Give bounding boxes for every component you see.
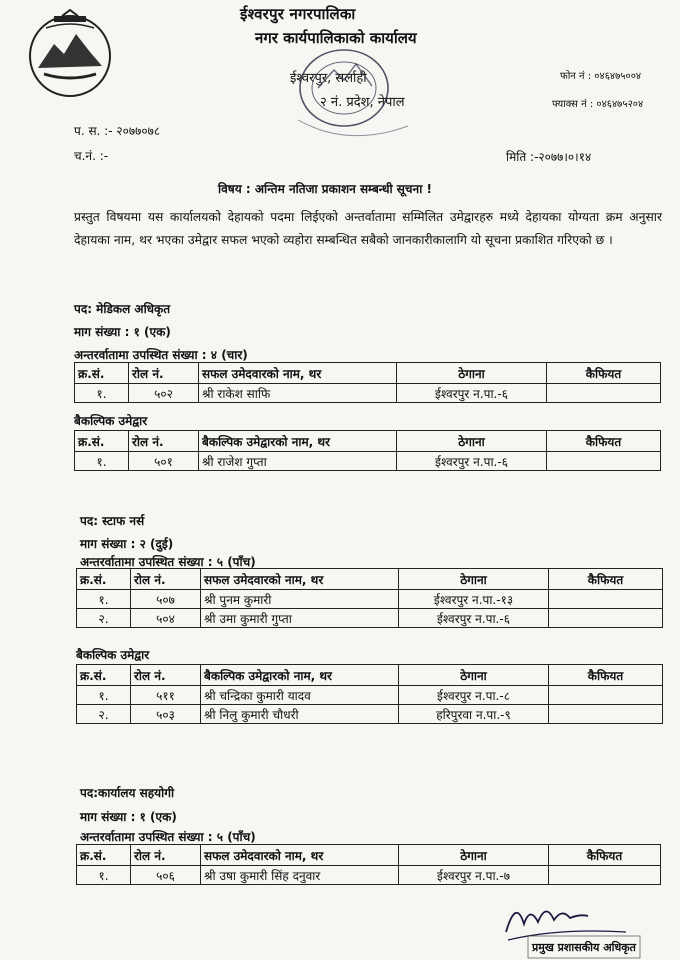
successful-candidates-table: [76, 844, 661, 885]
address-cell: ईश्वरपुर न.पा.-७: [399, 866, 549, 885]
attended-count: अन्तरर्वातामा उपस्थित संख्या : ४ (चार): [74, 348, 248, 362]
header-cell: ठेगाना: [399, 845, 549, 866]
table-row: [75, 384, 661, 403]
fax-number: फ्याक्स नं : ०४६४७५२०४: [552, 99, 644, 110]
remarks-cell: [547, 384, 661, 403]
table-row: [77, 705, 663, 724]
header-cell: कैफियत: [547, 363, 661, 384]
remarks-cell: [549, 686, 663, 705]
remarks-cell: [549, 590, 663, 609]
header-cell: ठेगाना: [399, 665, 549, 686]
roll-cell: ५०३: [131, 705, 201, 724]
address-cell: ईश्वरपुर न.पा.-१३: [399, 590, 549, 609]
letter-number: प. स. :- २०७७०७८: [74, 124, 161, 138]
dispatch-number: च.नं. :-: [74, 149, 109, 163]
serial-cell: १.: [77, 590, 131, 609]
notice-paragraph: प्रस्तुत विषयमा यस कार्यालयको देहायको पदमा लिईएको अन्तर्वातामा सम्मिलित उमेद्वारहरु मध्ये देहायका योग्यता क्रम अनुसार देहायका नाम, थर भएका उमेद्वार सफल भएको व्यहोरा सम्बन्धित सबैको जानकारीकालागि यो सूचना प्रकाशित गरिएको छ ।: [74, 210, 662, 247]
header-cell: क्र.सं.: [75, 431, 129, 452]
header-cell: सफल उमेदवारको नाम, थर: [201, 569, 399, 590]
header-cell: ठेगाना: [397, 363, 547, 384]
serial-cell: १.: [77, 686, 131, 705]
address-cell: ईश्वरपुर न.पा.-६: [397, 452, 547, 471]
header-cell: क्र.सं.: [77, 665, 131, 686]
header-cell: रोल नं.: [129, 363, 199, 384]
demand-count: माग संख्या : १ (एक): [74, 325, 171, 339]
successful-candidates-table: [74, 362, 661, 403]
serial-cell: २.: [77, 705, 131, 724]
table-row: [77, 590, 663, 609]
roll-cell: ५०६: [131, 866, 201, 885]
name-cell: श्री राकेश साफि: [199, 384, 397, 403]
signature-title: प्रमुख प्रशासकीय अधिकृत: [532, 941, 636, 954]
roll-cell: ५०४: [131, 609, 201, 628]
remarks-cell: [549, 609, 663, 628]
table-header-row: [75, 431, 661, 452]
alternate-candidates-table: [74, 430, 661, 471]
serial-cell: २.: [77, 609, 131, 628]
header-cell: बैकल्पिक उमेद्वारको नाम, थर: [201, 665, 399, 686]
header-cell: क्र.सं.: [75, 363, 129, 384]
address-cell: ईश्वरपुर न.पा.-६: [399, 609, 549, 628]
header-cell: सफल उमेदवारको नाम, थर: [199, 363, 397, 384]
attended-count: अन्तरर्वातामा उपस्थित संख्या : ५ (पाँच): [80, 830, 256, 844]
roll-cell: ५११: [131, 686, 201, 705]
demand-count: माग संख्या : २ (दुई): [80, 537, 174, 551]
roll-cell: ५०१: [129, 452, 199, 471]
table-header-row: [77, 569, 663, 590]
office-name-line2: नगर कार्यपालिकाको कार्यालय: [255, 29, 417, 47]
header-cell: सफल उमेदवारको नाम, थर: [201, 845, 399, 866]
header-cell: रोल नं.: [129, 431, 199, 452]
header-cell: कैफियत: [549, 665, 663, 686]
header-cell: ठेगाना: [397, 431, 547, 452]
table-header-row: [77, 665, 663, 686]
attended-count: अन्तरर्वातामा उपस्थित संख्या : ५ (पाँच): [80, 555, 256, 569]
alternate-label: बैकल्पिक उमेद्वार: [76, 648, 150, 662]
phone-number: फोन नं : ०४६४७५००४: [560, 71, 642, 82]
table-row: [77, 609, 663, 628]
serial-cell: १.: [75, 384, 129, 403]
name-cell: श्री राजेश गुप्ता: [199, 452, 397, 471]
post-label: पद:कार्यालय सहयोगी: [80, 786, 175, 800]
table-row: [75, 452, 661, 471]
post-label: पद: मेडिकल अधिकृत: [74, 302, 171, 316]
table-row: [77, 866, 661, 885]
name-cell: श्री निलु कुमारी चौधरी: [201, 705, 399, 724]
name-cell: श्री उषा कुमारी सिंह दनुवार: [201, 866, 399, 885]
office-address-line1: ईश्वरपुर, सर्लाही: [290, 71, 367, 86]
notice-date: मिति :-२०७७।०।१४: [506, 150, 592, 164]
name-cell: श्री चन्द्रिका कुमारी यादव: [201, 686, 399, 705]
address-cell: हरिपुरवा न.पा.-९: [399, 705, 549, 724]
alternate-label: बैकल्पिक उमेद्वार: [74, 414, 148, 428]
municipality-emblem: [24, 8, 116, 100]
office-stamp: [278, 44, 428, 154]
successful-candidates-table: [76, 568, 663, 628]
table-header-row: [77, 845, 661, 866]
header-cell: रोल नं.: [131, 845, 201, 866]
address-cell: ईश्वरपुर न.पा.-६: [397, 384, 547, 403]
header-cell: बैकल्पिक उमेद्वारको नाम, थर: [199, 431, 397, 452]
header-cell: रोल नं.: [131, 569, 201, 590]
post-label: पद: स्टाफ नर्स: [80, 514, 145, 528]
office-address-line2: २ नं. प्रदेश, नेपाल: [320, 95, 405, 110]
header-cell: कैफियत: [547, 431, 661, 452]
header-cell: कैफियत: [549, 569, 663, 590]
header-cell: रोल नं.: [131, 665, 201, 686]
header-cell: ठेगाना: [399, 569, 549, 590]
header-cell: कैफियत: [549, 845, 661, 866]
header-cell: क्र.सं.: [77, 845, 131, 866]
name-cell: श्री पुनम कुमारी: [201, 590, 399, 609]
header-cell: क्र.सं.: [77, 569, 131, 590]
roll-cell: ५०७: [131, 590, 201, 609]
remarks-cell: [547, 452, 661, 471]
office-name-line1: ईश्वरपुर नगरपालिका: [240, 5, 356, 23]
notice-subject: विषय : अन्तिम नतिजा प्रकाशन सम्बन्धी सूचना !: [218, 182, 432, 196]
remarks-cell: [549, 866, 661, 885]
remarks-cell: [549, 705, 663, 724]
alternate-candidates-table: [76, 664, 663, 724]
name-cell: श्री उमा कुमारी गुप्ता: [201, 609, 399, 628]
table-header-row: [75, 363, 661, 384]
demand-count: माग संख्या : १ (एक): [80, 810, 177, 824]
serial-cell: १.: [75, 452, 129, 471]
serial-cell: १.: [77, 866, 131, 885]
table-row: [77, 686, 663, 705]
address-cell: ईश्वरपुर न.पा.-८: [399, 686, 549, 705]
roll-cell: ५०२: [129, 384, 199, 403]
